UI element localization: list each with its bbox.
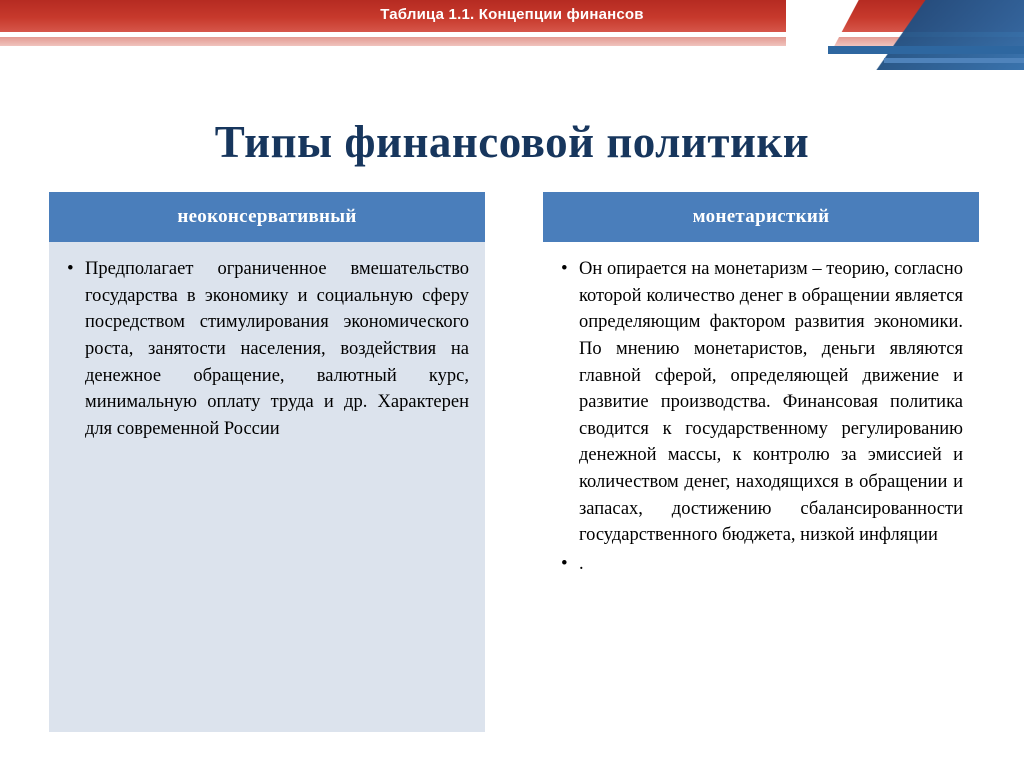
list-item: • Предполагает ограниченное вмешательство государства в экономику и социальную сферу посредством стимулирования экономического роста, занятости населения, воздействия на денежное обращение, валютный курс, минимальную оплату труда и др. Характерен для современной России: [63, 256, 469, 442]
page-title: Типы финансовой политики: [214, 117, 810, 168]
column-body-left: [49, 242, 485, 732]
column-heading-left: неоконсервативный: [49, 192, 485, 242]
header-blue-bar-lower: [884, 58, 1024, 63]
header-blue-bar-upper: [828, 46, 1024, 54]
content-columns: [49, 192, 979, 732]
column-monetarist: [543, 192, 979, 732]
list-item: • .: [557, 551, 963, 578]
header-title: Таблица 1.1. Концепции финансов: [380, 6, 644, 23]
column-heading-right: монетаристкий: [543, 192, 979, 242]
bullet-list-left: [63, 256, 469, 442]
column-neoconservative: [49, 192, 485, 732]
column-body-right: [543, 242, 979, 732]
list-item: • Он опирается на монетаризм – теорию, согласно которой количество денег в обращении является определяющим фактором развития экономики. По мнению монетаристов, деньги являются главной сферой, определяющей движение и развитие производства. Финансовая политика сводится к государственному регулированию денежной массы, к контролю за эмиссией и количеством денег, находящихся в обращении и запасах, достижению сбалансированности государственного бюджета, низкой инфляции: [557, 256, 963, 549]
bullet-list-right: [557, 256, 963, 578]
